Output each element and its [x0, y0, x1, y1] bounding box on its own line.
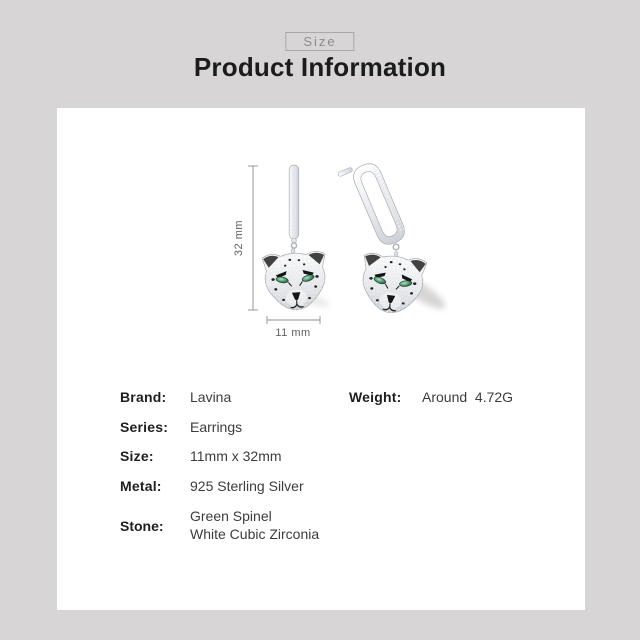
- spec-row-series: [120, 419, 243, 435]
- spec-list: [57, 108, 585, 610]
- spec-row-weight: [349, 389, 514, 405]
- height-dimension-label: 32 mm: [233, 219, 245, 257]
- spec-label-size: Size:: [120, 448, 154, 464]
- spec-value-size: 11mm x 32mm: [190, 448, 282, 464]
- page-title: Product Information: [193, 52, 447, 82]
- spec-value-stone-2: White Cubic Zirconia: [190, 526, 320, 542]
- spec-value-stone-1: Green Spinel: [190, 508, 272, 524]
- spec-label-brand: Brand:: [120, 389, 167, 405]
- spec-label-metal: Metal:: [120, 478, 162, 494]
- spec-label-stone: Stone:: [120, 518, 164, 534]
- spec-value-brand: Lavina: [190, 389, 232, 405]
- spec-row-brand: [120, 389, 232, 405]
- spec-value-series: Earrings: [190, 419, 243, 435]
- size-tag: Size: [285, 32, 354, 51]
- spec-label-series: Series:: [120, 419, 169, 435]
- product-card: [57, 108, 585, 610]
- spec-value-metal: 925 Sterling Silver: [190, 478, 304, 494]
- spec-row-size: [120, 448, 282, 464]
- spec-row-metal: [120, 478, 304, 494]
- spec-value-weight: Around 4.72G: [422, 389, 514, 405]
- spec-label-weight: Weight:: [349, 389, 402, 405]
- width-dimension-label: 11 mm: [275, 327, 311, 339]
